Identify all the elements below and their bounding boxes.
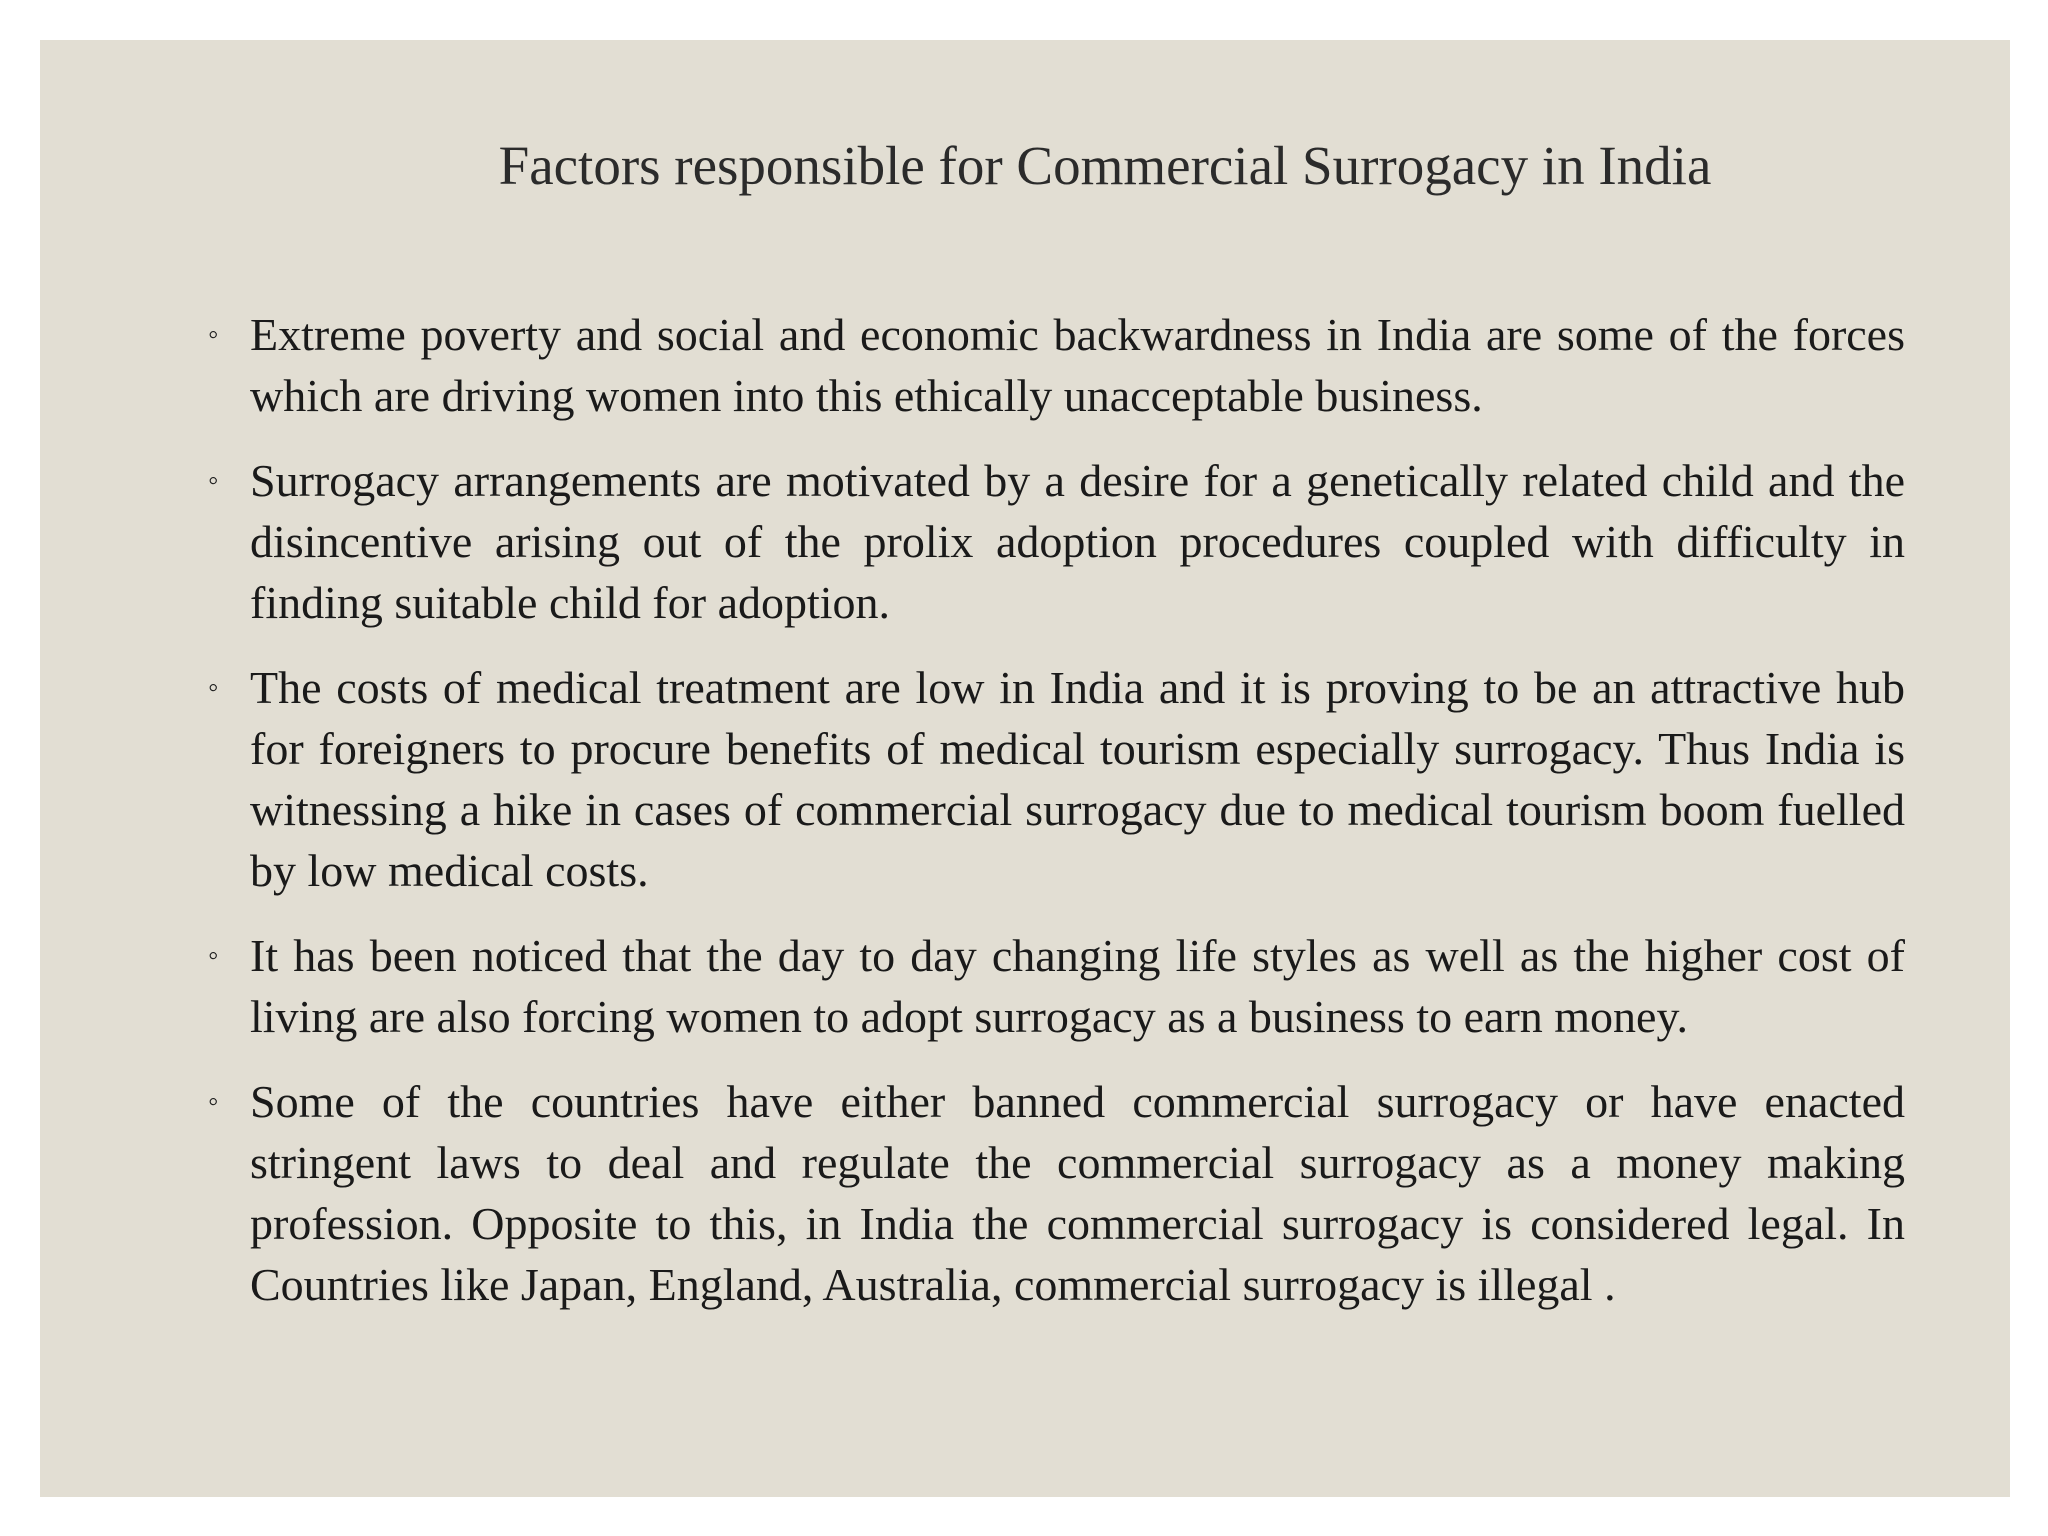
bullet-text: It has been noticed that the day to day changing life styles as well as the higher cost of living are also forcing women to adopt surrogacy as a business to earn money. bbox=[250, 930, 1905, 1042]
bullet-text: The costs of medical treatment are low in India and it is proving to be an attractive hub for foreigners to procure benefits of medical tourism especially surrogacy. Thus India is witnessing a hike in cases of commercial surrogacy due to medical tourism boom fuelled by low medical costs. bbox=[250, 662, 1905, 896]
bullet-item bbox=[208, 304, 1905, 426]
bullet-list bbox=[208, 304, 1905, 1339]
bullet-marker-icon: ◦ bbox=[208, 464, 219, 497]
slide-title: Factors responsible for Commercial Surrogacy in India bbox=[498, 135, 1712, 196]
bullet-item bbox=[208, 925, 1905, 1047]
slide bbox=[40, 40, 2010, 1497]
bullet-item bbox=[208, 657, 1905, 901]
bullet-marker-icon: ◦ bbox=[208, 939, 219, 972]
bullet-text: Surrogacy arrangements are motivated by a desire for a genetically related child and the disincentive arising out of the prolix adoption procedures coupled with difficulty in finding suitable child for adoption. bbox=[250, 455, 1905, 628]
bullet-item bbox=[208, 450, 1905, 633]
bullet-marker-icon: ◦ bbox=[208, 671, 219, 704]
bullet-marker-icon: ◦ bbox=[208, 1085, 219, 1118]
bullet-text: Some of the countries have either banned commercial surrogacy or have enacted stringent laws to deal and regulate the commercial surrogacy as a money making profession. Opposite to this, in India the commercial surrogacy is considered legal. In Countries like Japan, England, Australia, commercial surrogacy is illegal . bbox=[250, 1076, 1905, 1310]
bullet-item bbox=[208, 1071, 1905, 1315]
bullet-text: Extreme poverty and social and economic backwardness in India are some of the forces which are driving women into this ethically unacceptable business. bbox=[250, 309, 1905, 421]
bullet-marker-icon: ◦ bbox=[208, 318, 219, 351]
